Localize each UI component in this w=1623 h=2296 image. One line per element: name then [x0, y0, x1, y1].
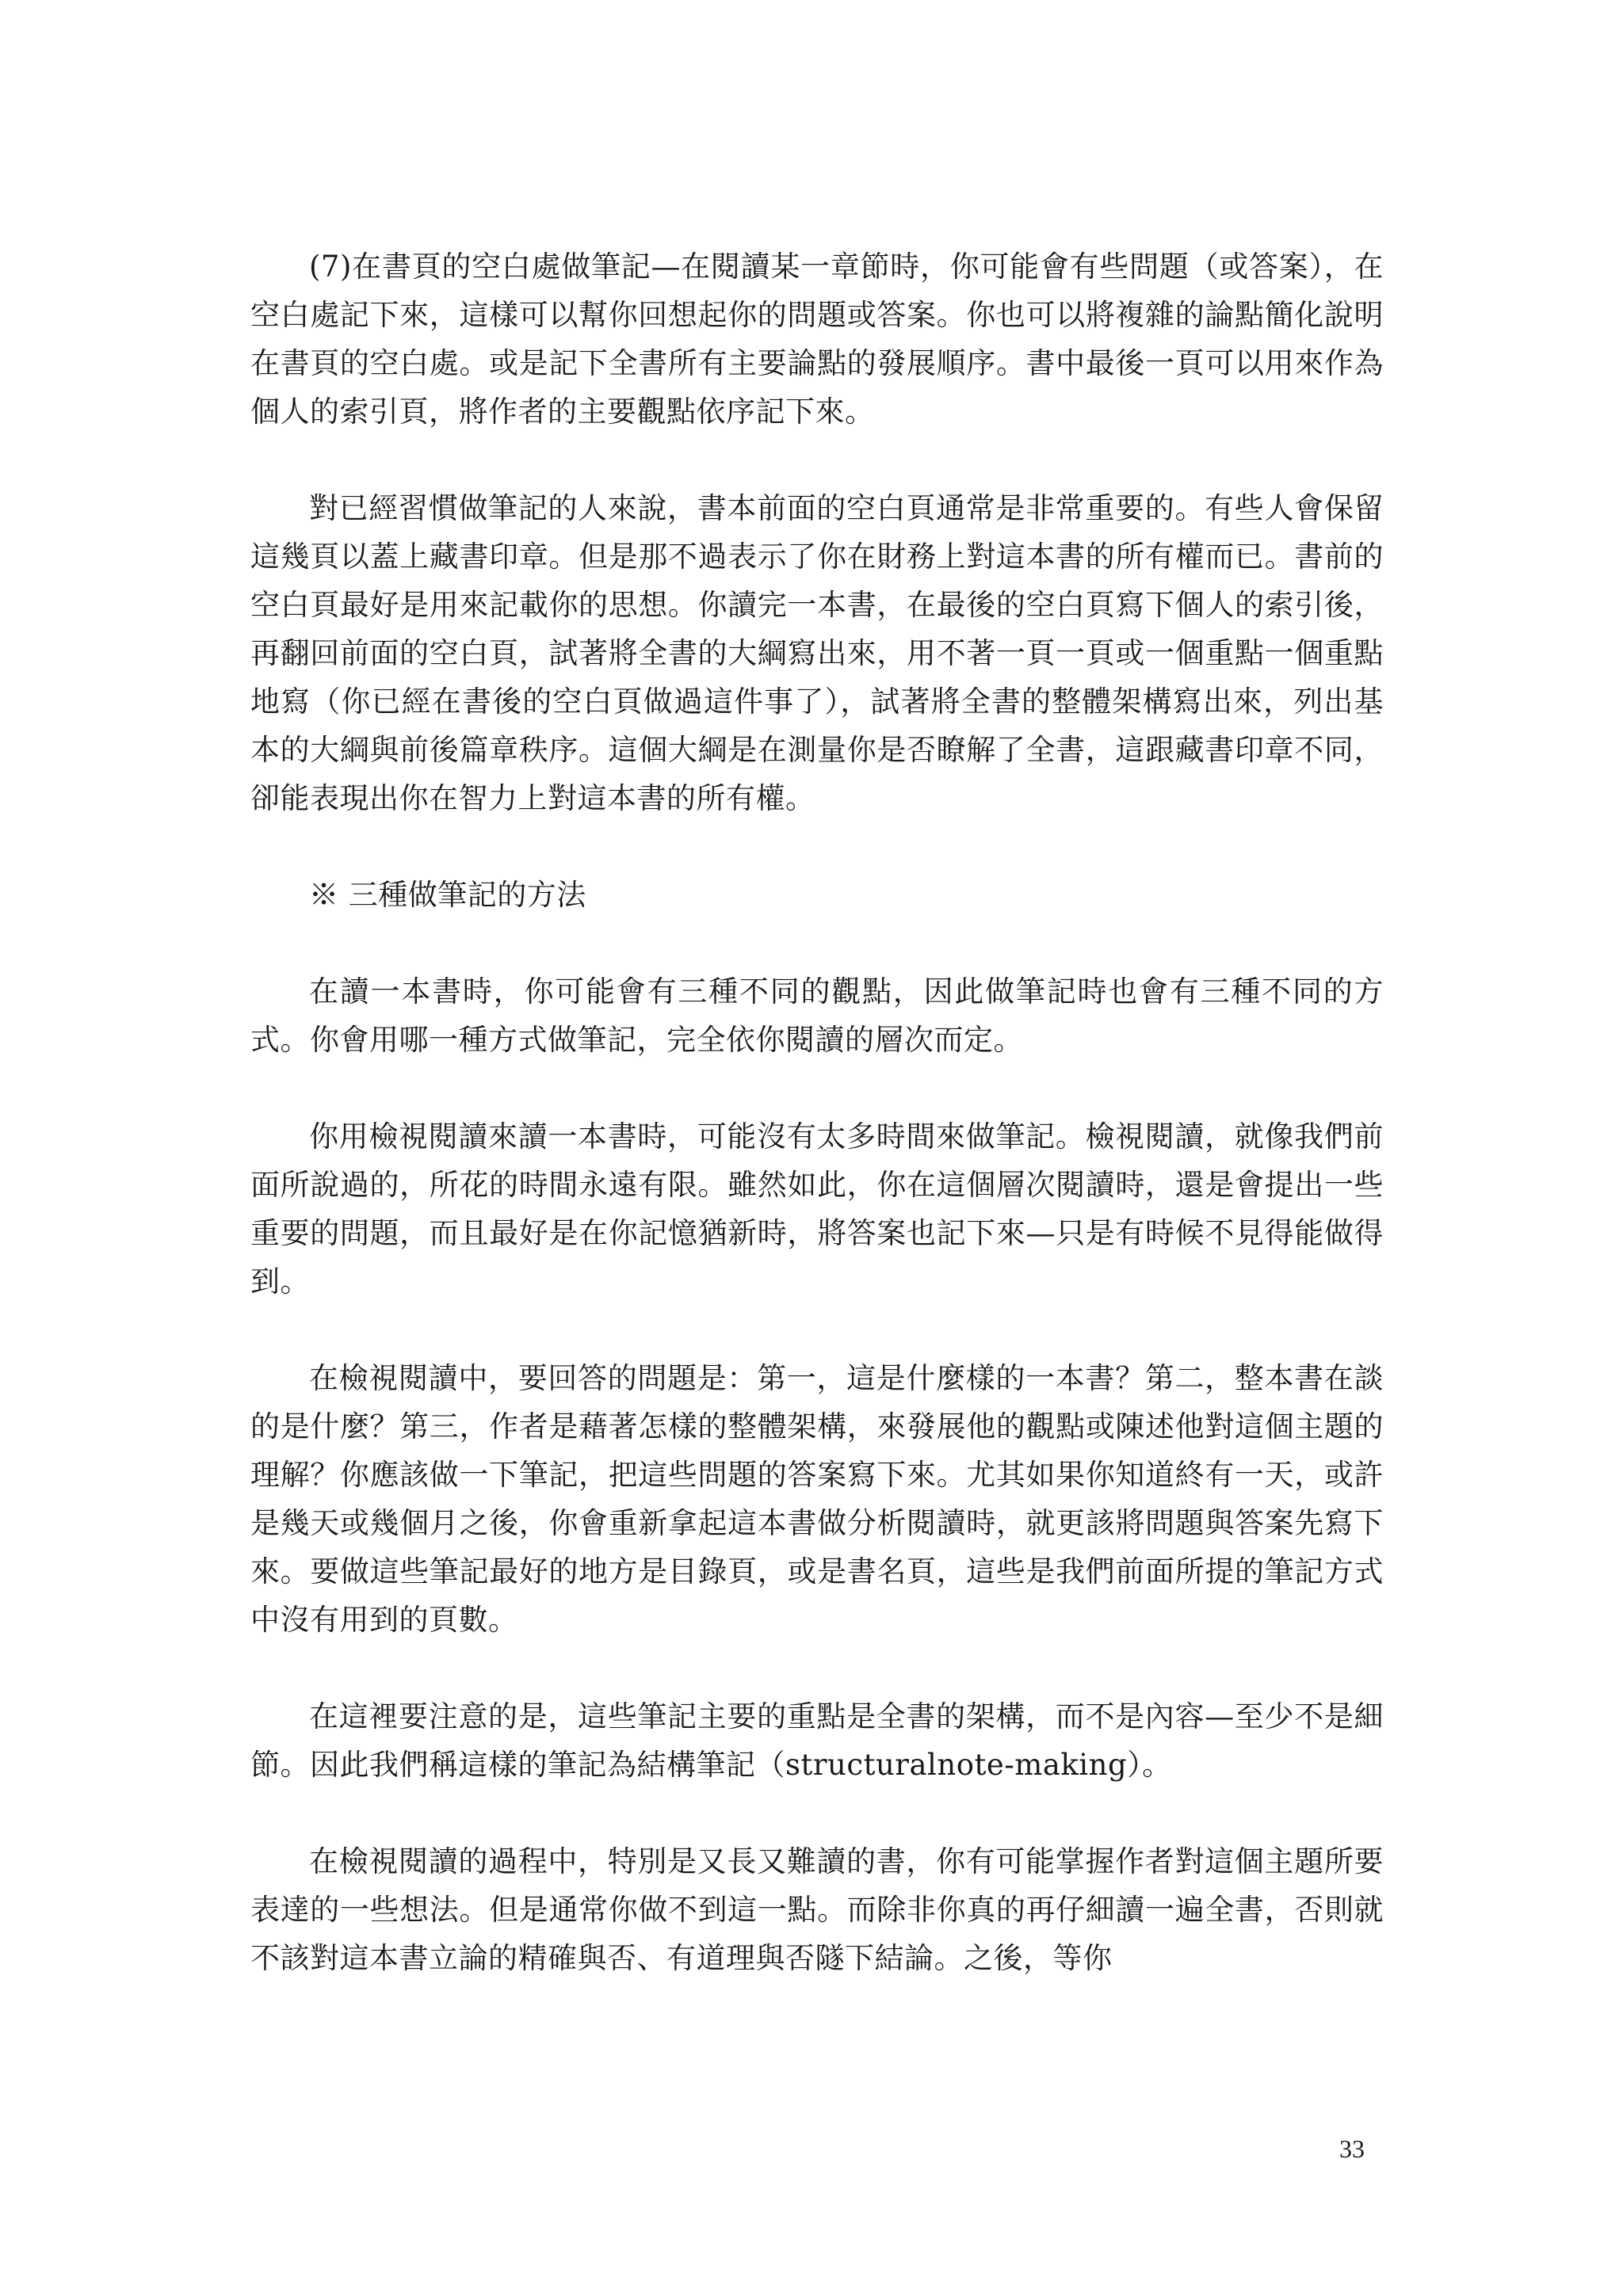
section-heading-three-note-methods: ※ 三種做筆記的方法 — [309, 878, 586, 912]
page-number: 33 — [1339, 2134, 1365, 2163]
paragraph-inspectional-questions: 在檢視閱讀中，要回答的問題是：第一，這是什麼樣的一本書？第二，整本書在談的是什麼？第三，作者是藉著怎樣的整體架構，來發展他的觀點或陳述他對這個主題的理解？你應該做一下筆記，把這些問題的答案寫下來。尤其如果你知道終有一天，或許是幾天或幾個月之後，你會重新拿起這本書做分析閱讀時，就更該將問題與答案先寫下來。要做這些筆記最好的地方是目錄頁，或是書名頁，這些是我們前面所提的筆記方式中沒有用到的頁數。 — [250, 1361, 1384, 1637]
paragraph-structural-notes: 在這裡要注意的是，這些筆記主要的重點是全書的架構，而不是內容—至少不是細節。因此我們稱這樣的筆記為結構筆記（structuralnote-making）。 — [250, 1699, 1384, 1782]
paragraph-long-difficult-books: 在檢視閱讀的過程中，特別是又長又難讀的書，你有可能掌握作者對這個主題所要表達的一些想法。但是通常你做不到這一點。而除非你真的再仔細讀一遍全書，否則就不該對這本書立論的精確與否、有道理與否隧下結論。之後，等你 — [250, 1844, 1384, 1975]
paragraph-inspectional-reading-time: 你用檢視閱讀來讀一本書時，可能沒有太多時間來做筆記。檢視閱讀，就像我們前面所說過的，所花的時間永遠有限。雖然如此，你在這個層次閱讀時，還是會提出一些重要的問題，而且最好是在你記憶猶新時，將答案也記下來—只是有時候不見得能做得到。 — [250, 1119, 1384, 1299]
paragraph-note-in-margins: (7)在書頁的空白處做筆記—在閱讀某一章節時，你可能會有些問題（或答案），在空白處記下來，這樣可以幫你回想起你的問題或答案。你也可以將複雜的論點簡化說明在書頁的空白處。或是記下全書所有主要論點的發展順序。書中最後一頁可以用來作為個人的索引頁，將作者的主要觀點依序記下來。 — [250, 250, 1384, 429]
paragraph-front-blank-pages: 對已經習慣做筆記的人來說，書本前面的空白頁通常是非常重要的。有些人會保留這幾頁以蓋上藏書印章。但是那不過表示了你在財務上對這本書的所有權而已。書前的空白頁最好是用來記載你的思想。你讀完一本書，在最後的空白頁寫下個人的索引後，再翻回前面的空白頁，試著將全書的大綱寫出來，用不著一頁一頁或一個重點一個重點地寫（你已經在書後的空白頁做過這件事了），試著將全書的整體架構寫出來，列出基本的大綱與前後篇章秩序。這個大綱是在測量你是否瞭解了全書，這跟藏書印章不同，卻能表現出你在智力上對這本書的所有權。 — [250, 491, 1384, 815]
paragraph-three-viewpoints: 在讀一本書時，你可能會有三種不同的觀點，因此做筆記時也會有三種不同的方式。你會用哪一種方式做筆記，完全依你閱讀的層次而定。 — [250, 974, 1384, 1057]
page-body — [250, 242, 1384, 2031]
